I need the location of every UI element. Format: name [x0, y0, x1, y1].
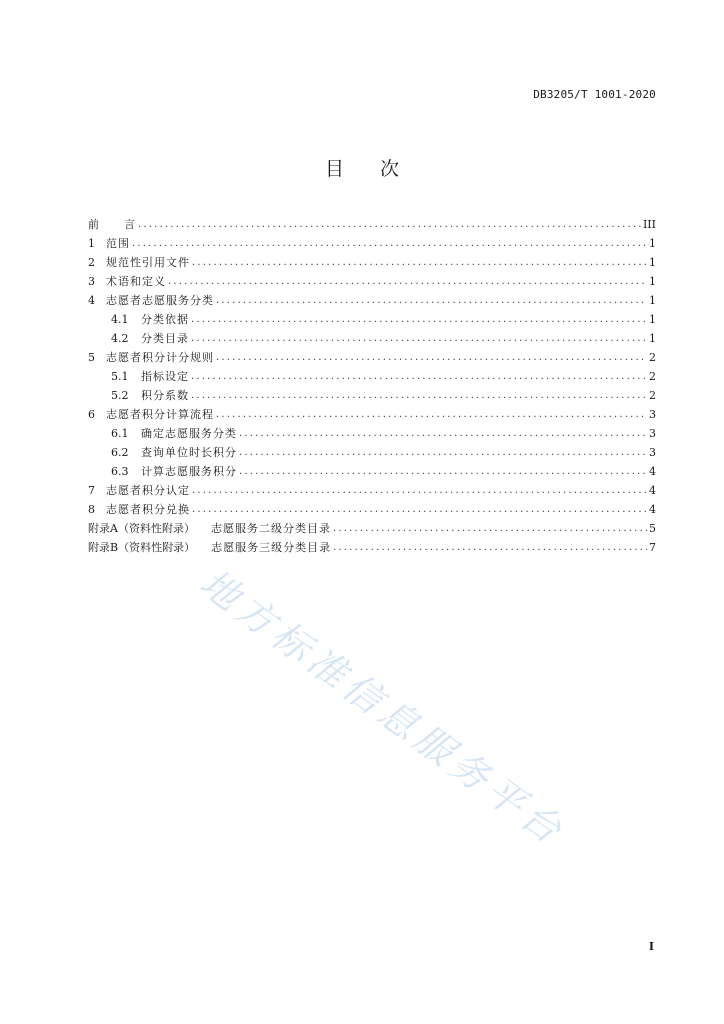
toc-entry-number: 4.2 [111, 332, 129, 345]
toc-entry-page: 3 [649, 408, 656, 421]
toc-entry-number: 附录A（资料性附录） [88, 522, 195, 535]
toc-entry-label: 分类依据 [141, 313, 189, 326]
toc-entry-page: 3 [649, 446, 656, 459]
toc-entry-number: 8 [88, 503, 95, 516]
toc-leader-dots [333, 519, 647, 538]
toc-entry-number: 6.1 [111, 427, 129, 440]
toc-entry[interactable] [88, 481, 656, 500]
toc-leader-dots [191, 310, 647, 329]
toc-entry-number: 6.2 [111, 446, 129, 459]
toc-leader-dots [191, 329, 647, 348]
toc-entry-page: 1 [649, 237, 656, 250]
toc-entry-number: 6 [88, 408, 95, 421]
toc-leader-dots [216, 348, 647, 367]
toc-entry-label: 志愿者积分计分规则 [106, 351, 214, 364]
watermark: 地方标准信息服务平台 [192, 560, 574, 855]
toc-entry[interactable] [88, 310, 656, 329]
toc-entry-number: 3 [88, 275, 95, 288]
toc-entry[interactable] [88, 329, 656, 348]
toc-entry-page: 4 [649, 503, 656, 516]
toc-entry-page: 1 [649, 313, 656, 326]
toc-entry[interactable] [88, 367, 656, 386]
toc-entry[interactable] [88, 424, 656, 443]
toc-leader-dots [138, 215, 641, 234]
toc-entry-label: 确定志愿服务分类 [141, 427, 237, 440]
toc-entry-number: 4 [88, 294, 95, 307]
toc-entry-label: 查询单位时长积分 [141, 446, 237, 459]
toc-entry-label: 志愿者积分计算流程 [106, 408, 214, 421]
toc-entry-page: 1 [649, 294, 656, 307]
toc-leader-dots [191, 386, 647, 405]
toc-entry-label: 指标设定 [141, 370, 189, 383]
toc-entry[interactable] [88, 272, 656, 291]
toc-entry-page: 5 [649, 522, 656, 535]
page-number: I [648, 940, 654, 953]
toc-entry[interactable] [88, 234, 656, 253]
toc-entry-number: 5 [88, 351, 95, 364]
toc-entry[interactable] [88, 462, 656, 481]
toc-entry-label: 范围 [106, 237, 130, 250]
toc-leader-dots [333, 538, 647, 557]
toc-leader-dots [192, 500, 647, 519]
toc-entry[interactable] [88, 443, 656, 462]
toc-entry-label: 分类目录 [141, 332, 189, 345]
toc-entry-number: 7 [88, 484, 95, 497]
toc-entry[interactable] [88, 291, 656, 310]
toc-title: 目次 [324, 158, 435, 180]
toc-leader-dots [192, 253, 647, 272]
toc-entry-label: 积分系数 [141, 389, 189, 402]
table-of-contents [88, 215, 656, 557]
toc-entry-label: 志愿服务三级分类目录 [211, 541, 332, 554]
toc-entry-page: 3 [649, 427, 656, 440]
toc-leader-dots [192, 481, 647, 500]
toc-entry-page: 1 [649, 275, 656, 288]
toc-entry[interactable] [88, 519, 656, 538]
toc-entry[interactable] [88, 253, 656, 272]
toc-entry-page: 1 [649, 256, 656, 269]
toc-entry-label: 志愿者积分认定 [106, 484, 190, 497]
toc-leader-dots [216, 291, 647, 310]
toc-entry-page: 4 [649, 465, 656, 478]
toc-entry-page: 2 [649, 351, 656, 364]
toc-entry-label: 志愿者积分兑换 [106, 503, 190, 516]
toc-entry-page: 4 [649, 484, 656, 497]
toc-entry-label: 计算志愿服务积分 [141, 465, 237, 478]
toc-leader-dots [239, 424, 647, 443]
toc-entry-page: 2 [649, 370, 656, 383]
toc-entry-number: 6.3 [111, 465, 129, 478]
toc-entry-label: 志愿者志愿服务分类 [106, 294, 214, 307]
toc-entry-label: 志愿服务二级分类目录 [210, 522, 331, 535]
toc-leader-dots [239, 462, 647, 481]
toc-entry-label: 术语和定义 [106, 275, 166, 288]
toc-entry-number: 5.2 [111, 389, 129, 402]
toc-entry[interactable] [88, 386, 656, 405]
toc-entry-page: III [642, 218, 656, 231]
toc-entry-number: 1 [88, 237, 95, 250]
toc-entry-number: 4.1 [111, 313, 129, 326]
toc-leader-dots [191, 367, 647, 386]
toc-leader-dots [239, 443, 647, 462]
toc-leader-dots [132, 234, 647, 253]
toc-entry[interactable] [88, 500, 656, 519]
toc-entry-page: 7 [649, 541, 656, 554]
document-code: DB3205/T 1001-2020 [533, 88, 656, 101]
toc-entry[interactable] [88, 348, 656, 367]
toc-leader-dots [216, 405, 647, 424]
toc-entry[interactable] [88, 538, 656, 557]
toc-entry-number: 附录B（资料性附录） [88, 541, 196, 554]
toc-entry-label: 言 [124, 218, 136, 231]
toc-entry[interactable] [88, 405, 656, 424]
toc-entry-page: 2 [649, 389, 656, 402]
toc-entry-number: 2 [88, 256, 95, 269]
toc-entry-page: 1 [649, 332, 656, 345]
toc-leader-dots [168, 272, 647, 291]
toc-entry-number: 前 [88, 218, 99, 231]
toc-entry-label: 规范性引用文件 [106, 256, 190, 269]
toc-entry-number: 5.1 [111, 370, 129, 383]
toc-entry[interactable] [88, 215, 656, 234]
